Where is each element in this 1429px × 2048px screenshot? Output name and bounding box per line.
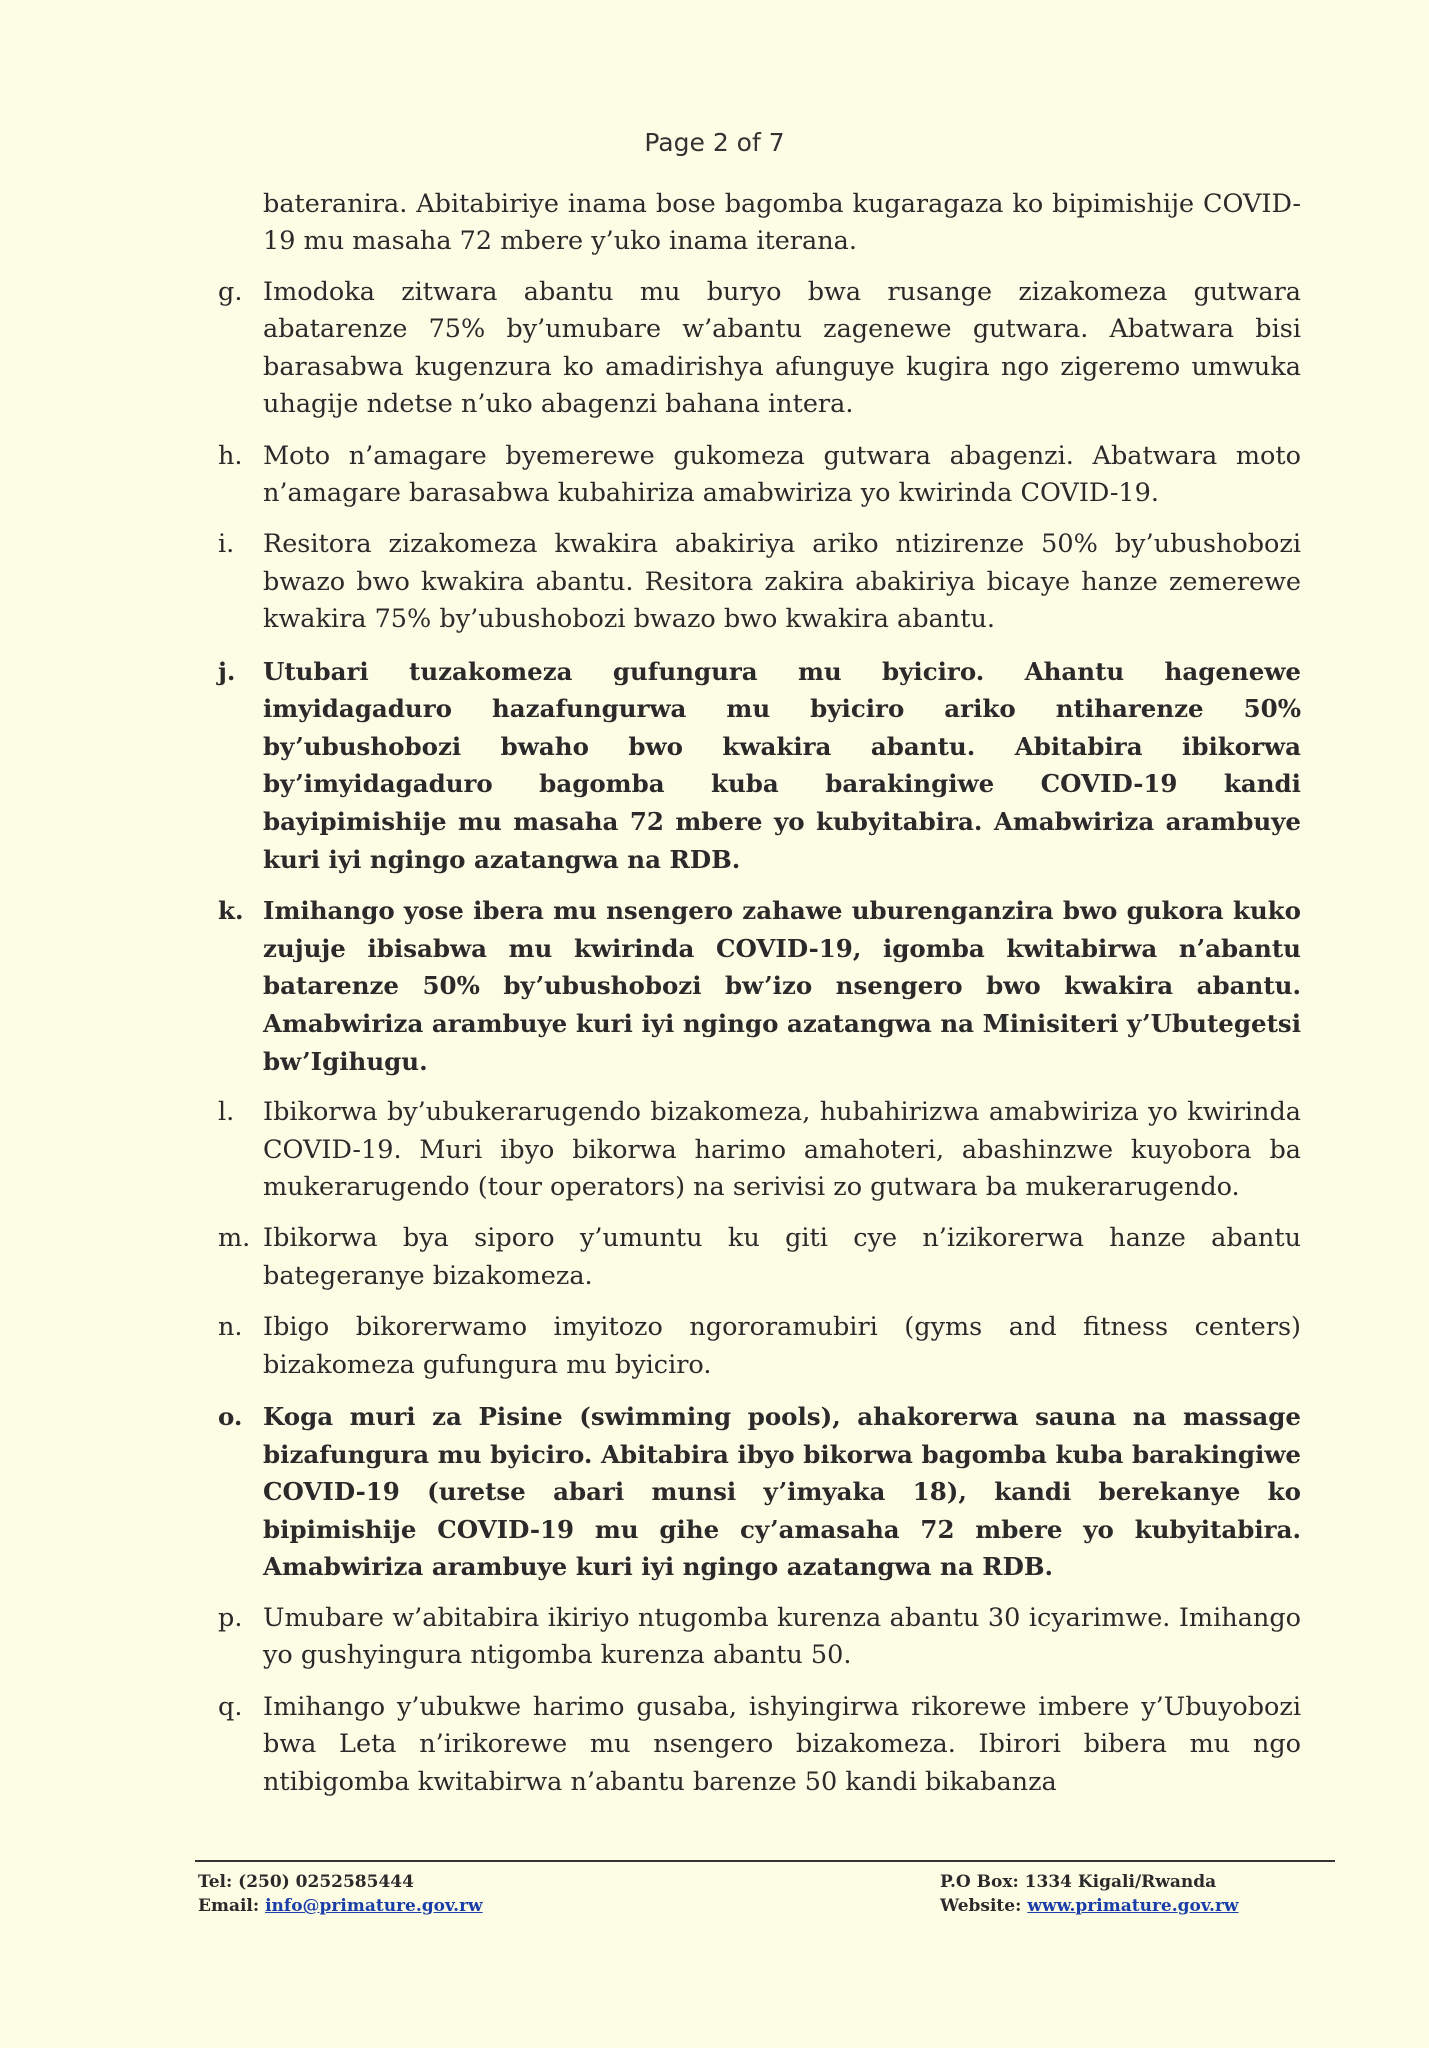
footer-divider	[195, 1860, 1335, 1862]
item-marker: k.	[218, 896, 244, 926]
footer-email	[198, 1894, 483, 1918]
email-label: Email:	[198, 1896, 260, 1916]
footer-pobox	[940, 1870, 1239, 1894]
list-item-j	[218, 653, 1301, 879]
item-text: Koga muri za Pisine (swimming pools), ahakorerwa sauna na massage bizafungura mu byiciro. Abitabira ibyo bikorwa bagomba kuba barakingiwe COVID-19 (uretse abari munsi y’imyaka 18), kandi berekanye ko bipimishije COVID-19 mu gihe cy’amasaha 72 mbere yo kubyitabira. Amabwiriza arambuye kuri iyi ngingo azatangwa na RDB.	[263, 1402, 1301, 1582]
list-item-m	[218, 1220, 1301, 1295]
item-marker: h.	[218, 440, 243, 471]
item-text: Moto n’amagare byemerewe gukomeza gutwara abagenzi. Abatwara moto n’amagare barasabwa kubahiriza amabwiriza yo kwirinda COVID-19.	[263, 440, 1301, 509]
item-marker: o.	[218, 1402, 243, 1432]
tel-value: (250) 0252585444	[238, 1872, 414, 1892]
pobox-label: P.O Box:	[940, 1872, 1019, 1892]
footer-address	[940, 1870, 1239, 1918]
list-item-p	[218, 1600, 1301, 1675]
item-text: Ibikorwa bya siporo y’umuntu ku giti cye n’izikorerwa hanze abantu bategeranye bizakomeza.	[263, 1223, 1301, 1291]
item-marker: m.	[218, 1223, 251, 1254]
item-text: Imihango y’ubukwe harimo gusaba, ishyingirwa rikorewe imbere y’Ubuyobozi bwa Leta n’irikorewe mu nsengero bizakomeza. Ibirori bibera mu ngo ntibigomba kwitabirwa n’abantu barenze 50 kandi bikabanza	[263, 1691, 1301, 1797]
footer-website	[940, 1894, 1239, 1918]
item-marker: q.	[218, 1691, 243, 1722]
list-item-n	[218, 1309, 1301, 1384]
item-text: Imodoka zitwara abantu mu buryo bwa rusange zizakomeza gutwara abatarenze 75% by’umubare w’abantu zagenewe gutwara. Abatwara bisi barasabwa kugenzura ko amadirishya afunguye kugira ngo zigeremo umwuka uhagije ndetse n’uko abagenzi bahana intera.	[263, 277, 1301, 420]
footer-contact	[198, 1870, 483, 1918]
document-body	[218, 186, 1301, 1815]
item-text: Ibigo bikorerwamo imyitozo ngororamubiri (gyms and fitness centers) bizakomeza gufungura mu byiciro.	[263, 1312, 1301, 1380]
list-item-i	[218, 526, 1301, 638]
tel-label: Tel:	[198, 1872, 233, 1892]
intro-paragraph: bateranira. Abitabiriye inama bose bagomba kugaragaza ko bipimishije COVID-19 mu masaha 72 mbere y’uko inama iterana.	[263, 189, 1301, 256]
page-number: Page 2 of 7	[644, 128, 785, 157]
website-label: Website:	[940, 1896, 1022, 1916]
item-marker: i.	[218, 529, 235, 560]
list-item-h	[218, 438, 1301, 513]
list-item-q	[218, 1689, 1301, 1801]
list-item-k	[218, 892, 1301, 1080]
item-marker: p.	[218, 1603, 243, 1633]
item-marker: j.	[218, 656, 236, 686]
list-item-o	[218, 1398, 1301, 1586]
item-marker: g.	[218, 277, 243, 307]
item-text: Imihango yose ibera mu nsengero zahawe uburenganzira bwo gukora kuko zujuje ibisabwa mu kwirinda COVID-19, igomba kwitabirwa n’abantu batarenze 50% by’ubushobozi bw’izo nsengero bwo kwakira abantu. Amabwiriza arambuye kuri iyi ngingo azatangwa na Minisiteri y’Ubutegetsi bw’Igihugu.	[263, 896, 1301, 1076]
item-text: Umubare w’abitabira ikiriyo ntugomba kurenza abantu 30 icyarimwe. Imihango yo gushyingura ntigomba kurenza abantu 50.	[263, 1603, 1301, 1671]
list-item-g	[218, 274, 1301, 424]
email-link[interactable]: info@primature.gov.rw	[265, 1896, 483, 1916]
pobox-value: 1334 Kigali/Rwanda	[1024, 1872, 1217, 1892]
item-text: Resitora zizakomeza kwakira abakiriya ariko ntizirenze 50% by’ubushobozi bwazo bwo kwakira abantu. Resitora zakira abakiriya bicaye hanze zemerewe kwakira 75% by’ubushobozi bwazo bwo kwakira abantu.	[263, 529, 1301, 635]
footer-tel	[198, 1870, 483, 1894]
item-marker: l.	[218, 1097, 235, 1128]
item-text: Utubari tuzakomeza gufungura mu byiciro. Ahantu hagenewe imyidagaduro hazafungurwa mu byiciro ariko ntiharenze 50% by’ubushobozi bwaho bwo kwakira abantu. Abitabira ibikorwa by’imyidagaduro bagomba kuba barakingiwe COVID-19 kandi bayipimishije mu masaha 72 mbere yo kubyitabira. Amabwiriza arambuye kuri iyi ngingo azatangwa na RDB.	[263, 656, 1301, 874]
list-item-l	[218, 1094, 1301, 1206]
website-link[interactable]: www.primature.gov.rw	[1027, 1896, 1239, 1916]
item-marker: n.	[218, 1312, 243, 1343]
item-text: Ibikorwa by’ubukerarugendo bizakomeza, hubahirizwa amabwiriza yo kwirinda COVID-19. Muri ibyo bikorwa harimo amahoteri, abashinzwe kuyobora ba mukerarugendo (tour operators) na serivisi zo gutwara ba mukerarugendo.	[263, 1097, 1301, 1202]
